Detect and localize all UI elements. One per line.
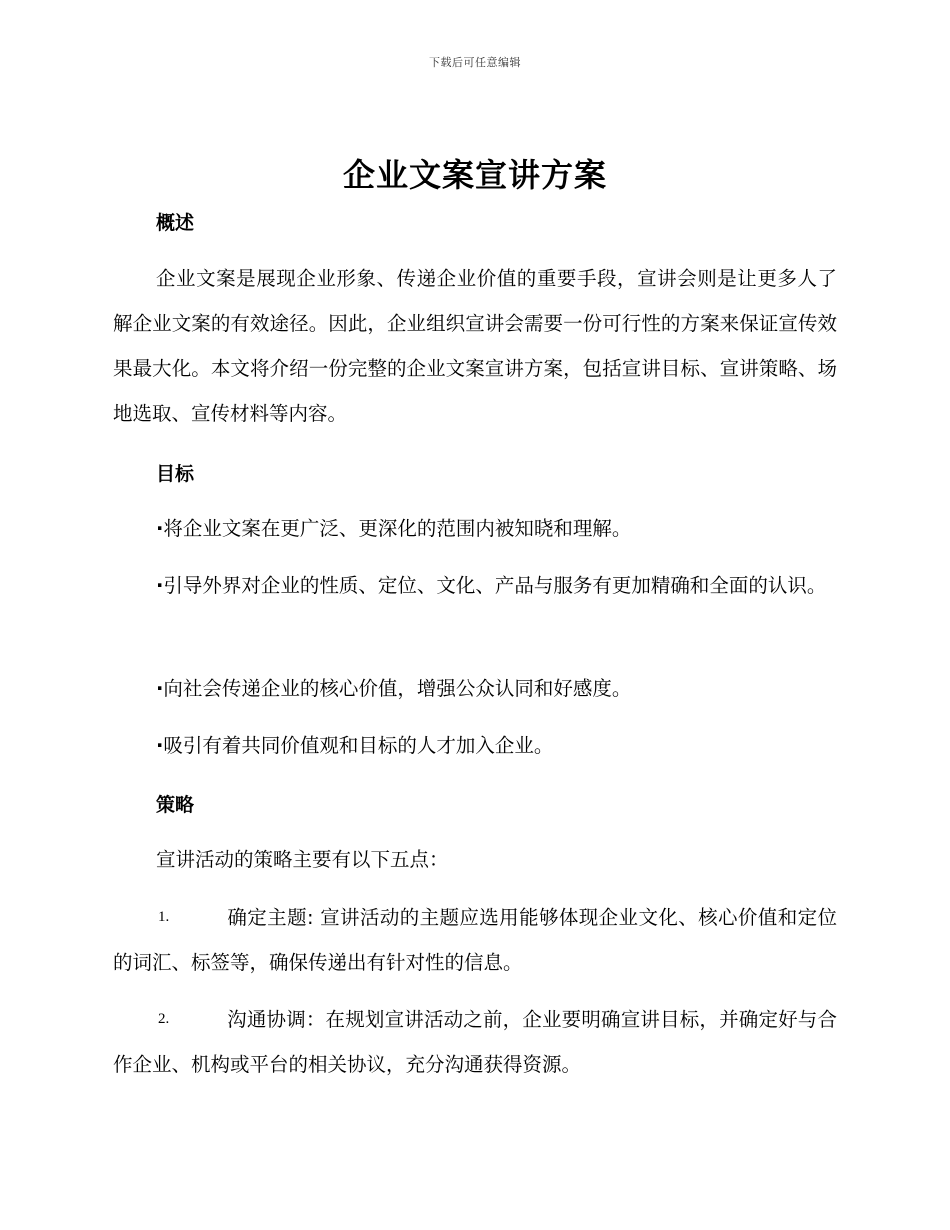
goal-item-text: 引导外界对企业的性质、定位、文化、产品与服务有更加精确和全面的认识。 — [163, 574, 827, 597]
strategy-item-number: 2. — [158, 1011, 170, 1027]
section-heading-goals: 目标 — [156, 463, 195, 485]
strategy-item-number: 1. — [158, 909, 170, 925]
goal-item — [113, 506, 837, 551]
strategy-intro: 宣讲活动的策略主要有以下五点： — [156, 848, 449, 871]
goal-item — [113, 666, 837, 711]
goal-item-text: 吸引有着共同价值观和目标的人才加入企业。 — [163, 734, 554, 757]
section-heading-strategy: 策略 — [156, 794, 195, 816]
strategy-item-text: 确定主题: 宣讲活动的主题应选用能够体现企业文化、核心价值和定位的词汇、标签等，确保传递出有针对性的信息。 — [113, 906, 837, 974]
bullet-dot: · — [156, 574, 164, 597]
bullet-dot: · — [156, 734, 164, 757]
section-heading-overview: 概述 — [156, 212, 195, 234]
bullet-dot: · — [156, 677, 164, 700]
document-title: 企业文案宣讲方案 — [342, 156, 607, 194]
goal-item-text: 向社会传递企业的核心价值，增强公众认同和好感度。 — [163, 677, 632, 700]
overview-paragraph: 企业文案是展现企业形象、传递企业价值的重要手段，宣讲会则是让更多人了解企业文案的有效途径。因此，企业组织宣讲会需要一份可行性的方案来保证宣传效果最大化。本文将介绍一份完整的企业文案宣讲方案，包括宣讲目标、宣讲策略、场地选取、宣传材料等内容。 — [113, 267, 837, 425]
strategy-item-text: 沟通协调：在规划宣讲活动之前，企业要明确宣讲目标，并确定好与合作企业、机构或平台的相关协议，充分沟通获得资源。 — [113, 1008, 837, 1076]
goal-item-text: 将企业文案在更广泛、更深化的范围内被知晓和理解。 — [163, 517, 632, 540]
goal-item — [113, 563, 837, 608]
bullet-dot: · — [156, 517, 164, 540]
header-note: 下载后可任意编辑 — [429, 56, 521, 69]
strategy-item — [113, 997, 837, 1087]
goal-item — [113, 723, 837, 768]
strategy-item — [113, 895, 837, 985]
